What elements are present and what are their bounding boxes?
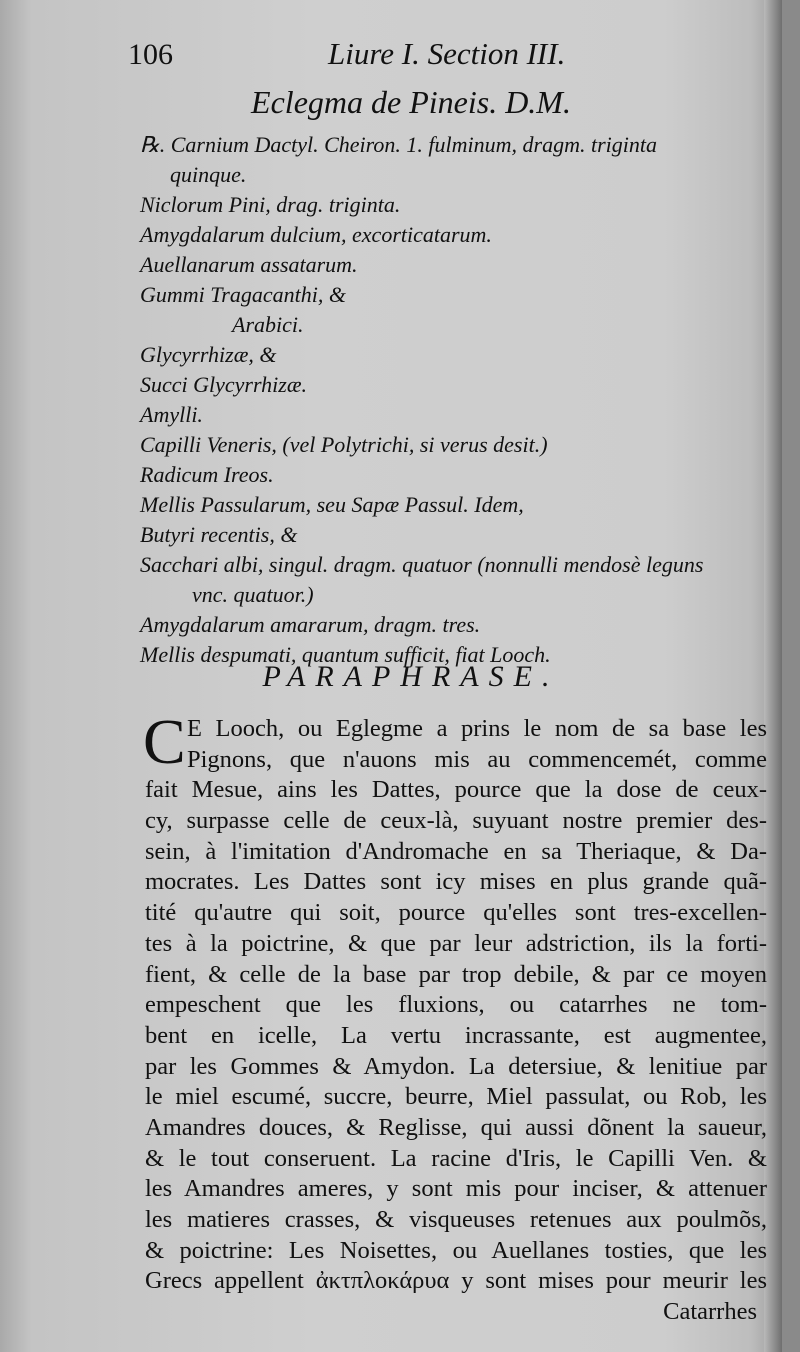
recipe-line: Amygdalarum dulcium, excorticatarum. (140, 222, 492, 247)
paraphrase-line: les Amandres ameres, y sont mis pour inciser, & attenuer (145, 1175, 767, 1203)
paraphrase-line: Amandres douces, & Reglisse, qui aussi dõnent la saueur, (145, 1113, 767, 1141)
paraphrase-line: Catarrhes (663, 1298, 757, 1326)
recipe-line: Arabici. (232, 312, 304, 337)
recipe-line: Mellis despumati, quantum sufficit, fiat Looch. (140, 642, 551, 667)
paraphrase-line: tité qu'autre qui soit, pource qu'elles sont tres-excellen- (145, 899, 767, 927)
running-head: Liure I. Section III. (328, 36, 566, 71)
section-heading: PARAPHRASE. (262, 660, 560, 693)
recipe-line: vnc. quatuor.) (192, 582, 314, 607)
paraphrase-line: fait Mesue, ains les Dattes, pource que la dose de ceux- (145, 776, 767, 804)
recipe-line: Glycyrrhizæ, & (140, 342, 277, 367)
recipe-title: Eclegma de Pineis. D.M. (251, 84, 571, 120)
recipe-line: ℞. Carnium Dactyl. Cheiron. 1. fulminum, dragm. triginta (140, 132, 657, 157)
recipe-line: Amygdalarum amararum, dragm. tres. (140, 612, 481, 637)
paraphrase-line: fient, & celle de la base par trop debile, & par ce moyen (145, 960, 767, 988)
paraphrase-line: Grecs appellent ἀκτπλοκάρυα y sont mises pour meurir les (145, 1267, 767, 1295)
recipe-line: quinque. (170, 162, 247, 187)
paraphrase-line: mocrates. Les Dattes sont icy mises en plus grande quã- (145, 868, 767, 896)
recipe-line: Auellanarum assatarum. (140, 252, 358, 277)
recipe-line: Amylli. (140, 402, 203, 427)
paraphrase-line: tes à la poictrine, & que par leur adstriction, ils la forti- (145, 929, 767, 957)
paraphrase-line: bent en icelle, La vertu incrassante, est augmentee, (145, 1021, 767, 1049)
paraphrase-line: les matieres crasses, & visqueuses retenues aux poulmõs, (145, 1206, 767, 1233)
paraphrase-line: par les Gommes & Amydon. La detersiue, & lenitiue par (145, 1052, 767, 1080)
page-header (128, 32, 648, 76)
paraphrase-line: & le tout conseruent. La racine d'Iris, le Capilli Ven. & (145, 1144, 767, 1172)
paraphrase-line: E Looch, ou Eglegme a prins le nom de sa base les (187, 715, 767, 742)
recipe-line: Sacchari albi, singul. dragm. quatuor (nonnulli mendosè leguns (140, 552, 704, 577)
paraphrase-line: empeschent que les fluxions, ou catarrhes ne tom- (145, 991, 767, 1019)
page-number: 106 (128, 38, 173, 71)
paraphrase-line: cy, surpasse celle de ceux-là, suyuant nostre premier des- (145, 807, 767, 835)
recipe-line: Radicum Ireos. (140, 462, 274, 487)
paraphrase-text (143, 706, 767, 1328)
paraphrase-line: Pignons, que n'auons mis au commencemét, comme (187, 745, 767, 773)
paraphrase-line: le miel escumé, succre, beurre, Miel passulat, ou Rob, les (145, 1083, 767, 1111)
recipe-line: Succi Glycyrrhizæ. (140, 372, 308, 397)
recipe-line: Gummi Tragacanthi, & (140, 282, 346, 307)
drop-cap: C (143, 706, 186, 777)
paraphrase-line: sein, à l'imitation d'Andromache en sa Theriaque, & Da- (145, 837, 767, 865)
recipe-line: Butyri recentis, & (140, 522, 298, 547)
recipe-line: Mellis Passularum, seu Sapæ Passul. Idem, (140, 492, 524, 517)
paraphrase-line: & poictrine: Les Noisettes, ou Auellanes tosties, que les (145, 1236, 767, 1264)
recipe-list (140, 130, 780, 670)
recipe-line: Capilli Veneris, (vel Polytrichi, si verus desit.) (140, 432, 548, 457)
recipe-line: Niclorum Pini, drag. triginta. (140, 192, 401, 217)
